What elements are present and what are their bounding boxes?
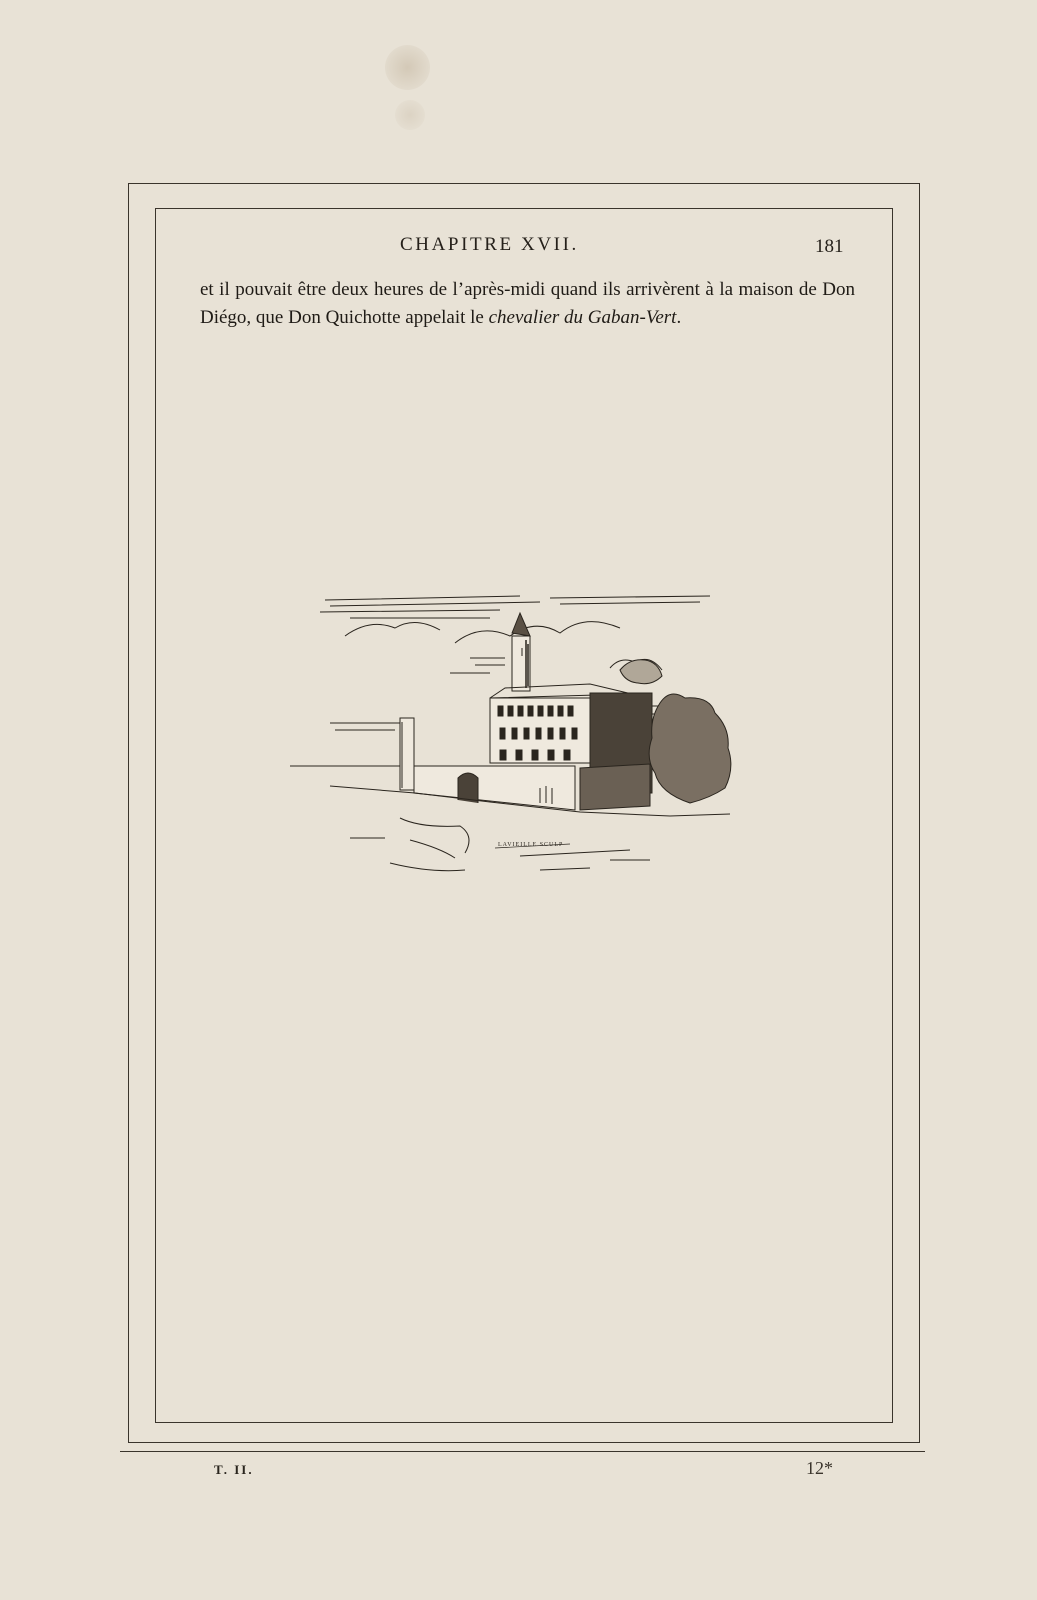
paper-stain [385, 45, 430, 90]
bottom-rule [120, 1451, 925, 1452]
page-number: 181 [815, 236, 844, 257]
body-paragraph [200, 276, 855, 332]
paper-stain [395, 100, 425, 130]
engraver-signature: LAVIEILLE SCULP [498, 842, 564, 848]
volume-signature: T. II. [214, 1462, 254, 1477]
paragraph-italic-text: chevalier du Gaban-Vert [488, 307, 677, 328]
gathering-signature: 12* [806, 1458, 833, 1478]
running-title: CHAPITRE XVII. [400, 234, 579, 255]
castle-engraving [290, 588, 750, 898]
paragraph-end: . [676, 307, 682, 328]
paragraph-text: et il pouvait être deux heures de l’après-midi quand ils arrivèrent à la maison de Don Diégo, que Don Quichotte appelait le [200, 279, 855, 328]
